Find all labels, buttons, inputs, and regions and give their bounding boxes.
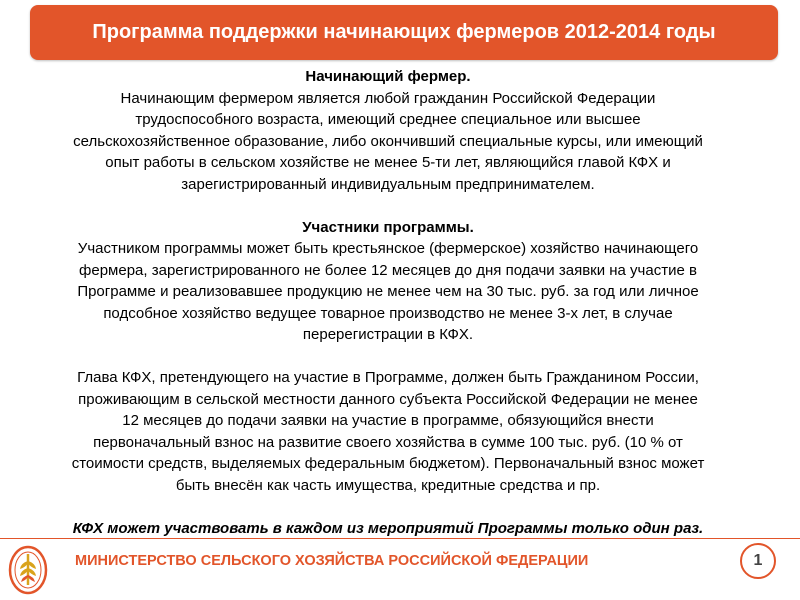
section-line: зарегистрированный индивидуальным предпринимателем. bbox=[181, 175, 595, 193]
title-banner bbox=[30, 5, 778, 60]
section-line: трудоспособного возраста, имеющий среднее специальное или высшее bbox=[135, 111, 641, 128]
section-line: проживающим в сельской местности данного субъекта Российской Федерации не менее bbox=[78, 390, 698, 408]
section-line: Начинающим фермером является любой гражданин Российской Федерации bbox=[120, 89, 656, 107]
section-line: подсобное хозяйство ведущее товарное производство не менее 3-х лет, в случае bbox=[103, 304, 673, 322]
section-line: 12 месяцев до подачи заявки на участие в программе, обязующийся внести bbox=[122, 412, 654, 429]
section-heading-participants: Участники программы. bbox=[302, 218, 474, 236]
section-line: фермера, зарегистрированного не более 12 месяцев до дня подачи заявки на участие в bbox=[79, 261, 697, 279]
section-line: Участником программы может быть крестьянское (фермерское) хозяйство начинающего bbox=[77, 240, 699, 257]
section-line: перерегистрации в КФХ. bbox=[302, 326, 474, 343]
footer-divider bbox=[0, 538, 800, 539]
paragraph-gap bbox=[8, 346, 768, 368]
section-line: первоначальный взнос на развитие своего хозяйства в сумме 100 тыс. руб. (10 % от bbox=[93, 433, 683, 451]
section-line: Глава КФХ, претендующего на участие в Программе, должен быть Гражданином России, bbox=[77, 369, 699, 386]
paragraph-gap bbox=[8, 195, 768, 217]
paragraph-gap bbox=[8, 496, 768, 518]
section-line: стоимости средств, выделяемых федеральным бюджетом). Первоначальный взнос может bbox=[71, 455, 705, 472]
conclusion-statement: КФХ может участвовать в каждом из мероприятий Программы только один раз. bbox=[72, 519, 704, 537]
slide-body bbox=[8, 66, 768, 539]
ministry-emblem-icon bbox=[8, 545, 48, 595]
section-line: сельскохозяйственное образование, либо окончивший специальные курсы, или имеющий bbox=[73, 132, 703, 150]
page-number: 1 bbox=[740, 543, 776, 579]
section-line: Программе и реализовавшее продукцию не менее чем на 30 тыс. руб. за год или личное bbox=[77, 283, 699, 300]
section-line: опыт работы в сельском хозяйстве не менее 5-ти лет, являющийся главой КФХ и bbox=[105, 154, 671, 171]
ministry-name: МИНИСТЕРСТВО СЕЛЬСКОГО ХОЗЯЙСТВА РОССИЙСКОЙ ФЕДЕРАЦИИ bbox=[75, 553, 589, 569]
section-line: быть внесён как часть имущества, кредитные средства и пр. bbox=[175, 476, 601, 494]
section-heading-beginning-farmer: Начинающий фермер. bbox=[305, 68, 471, 85]
page-title: Программа поддержки начинающих фермеров 2012-2014 годы bbox=[92, 21, 716, 43]
